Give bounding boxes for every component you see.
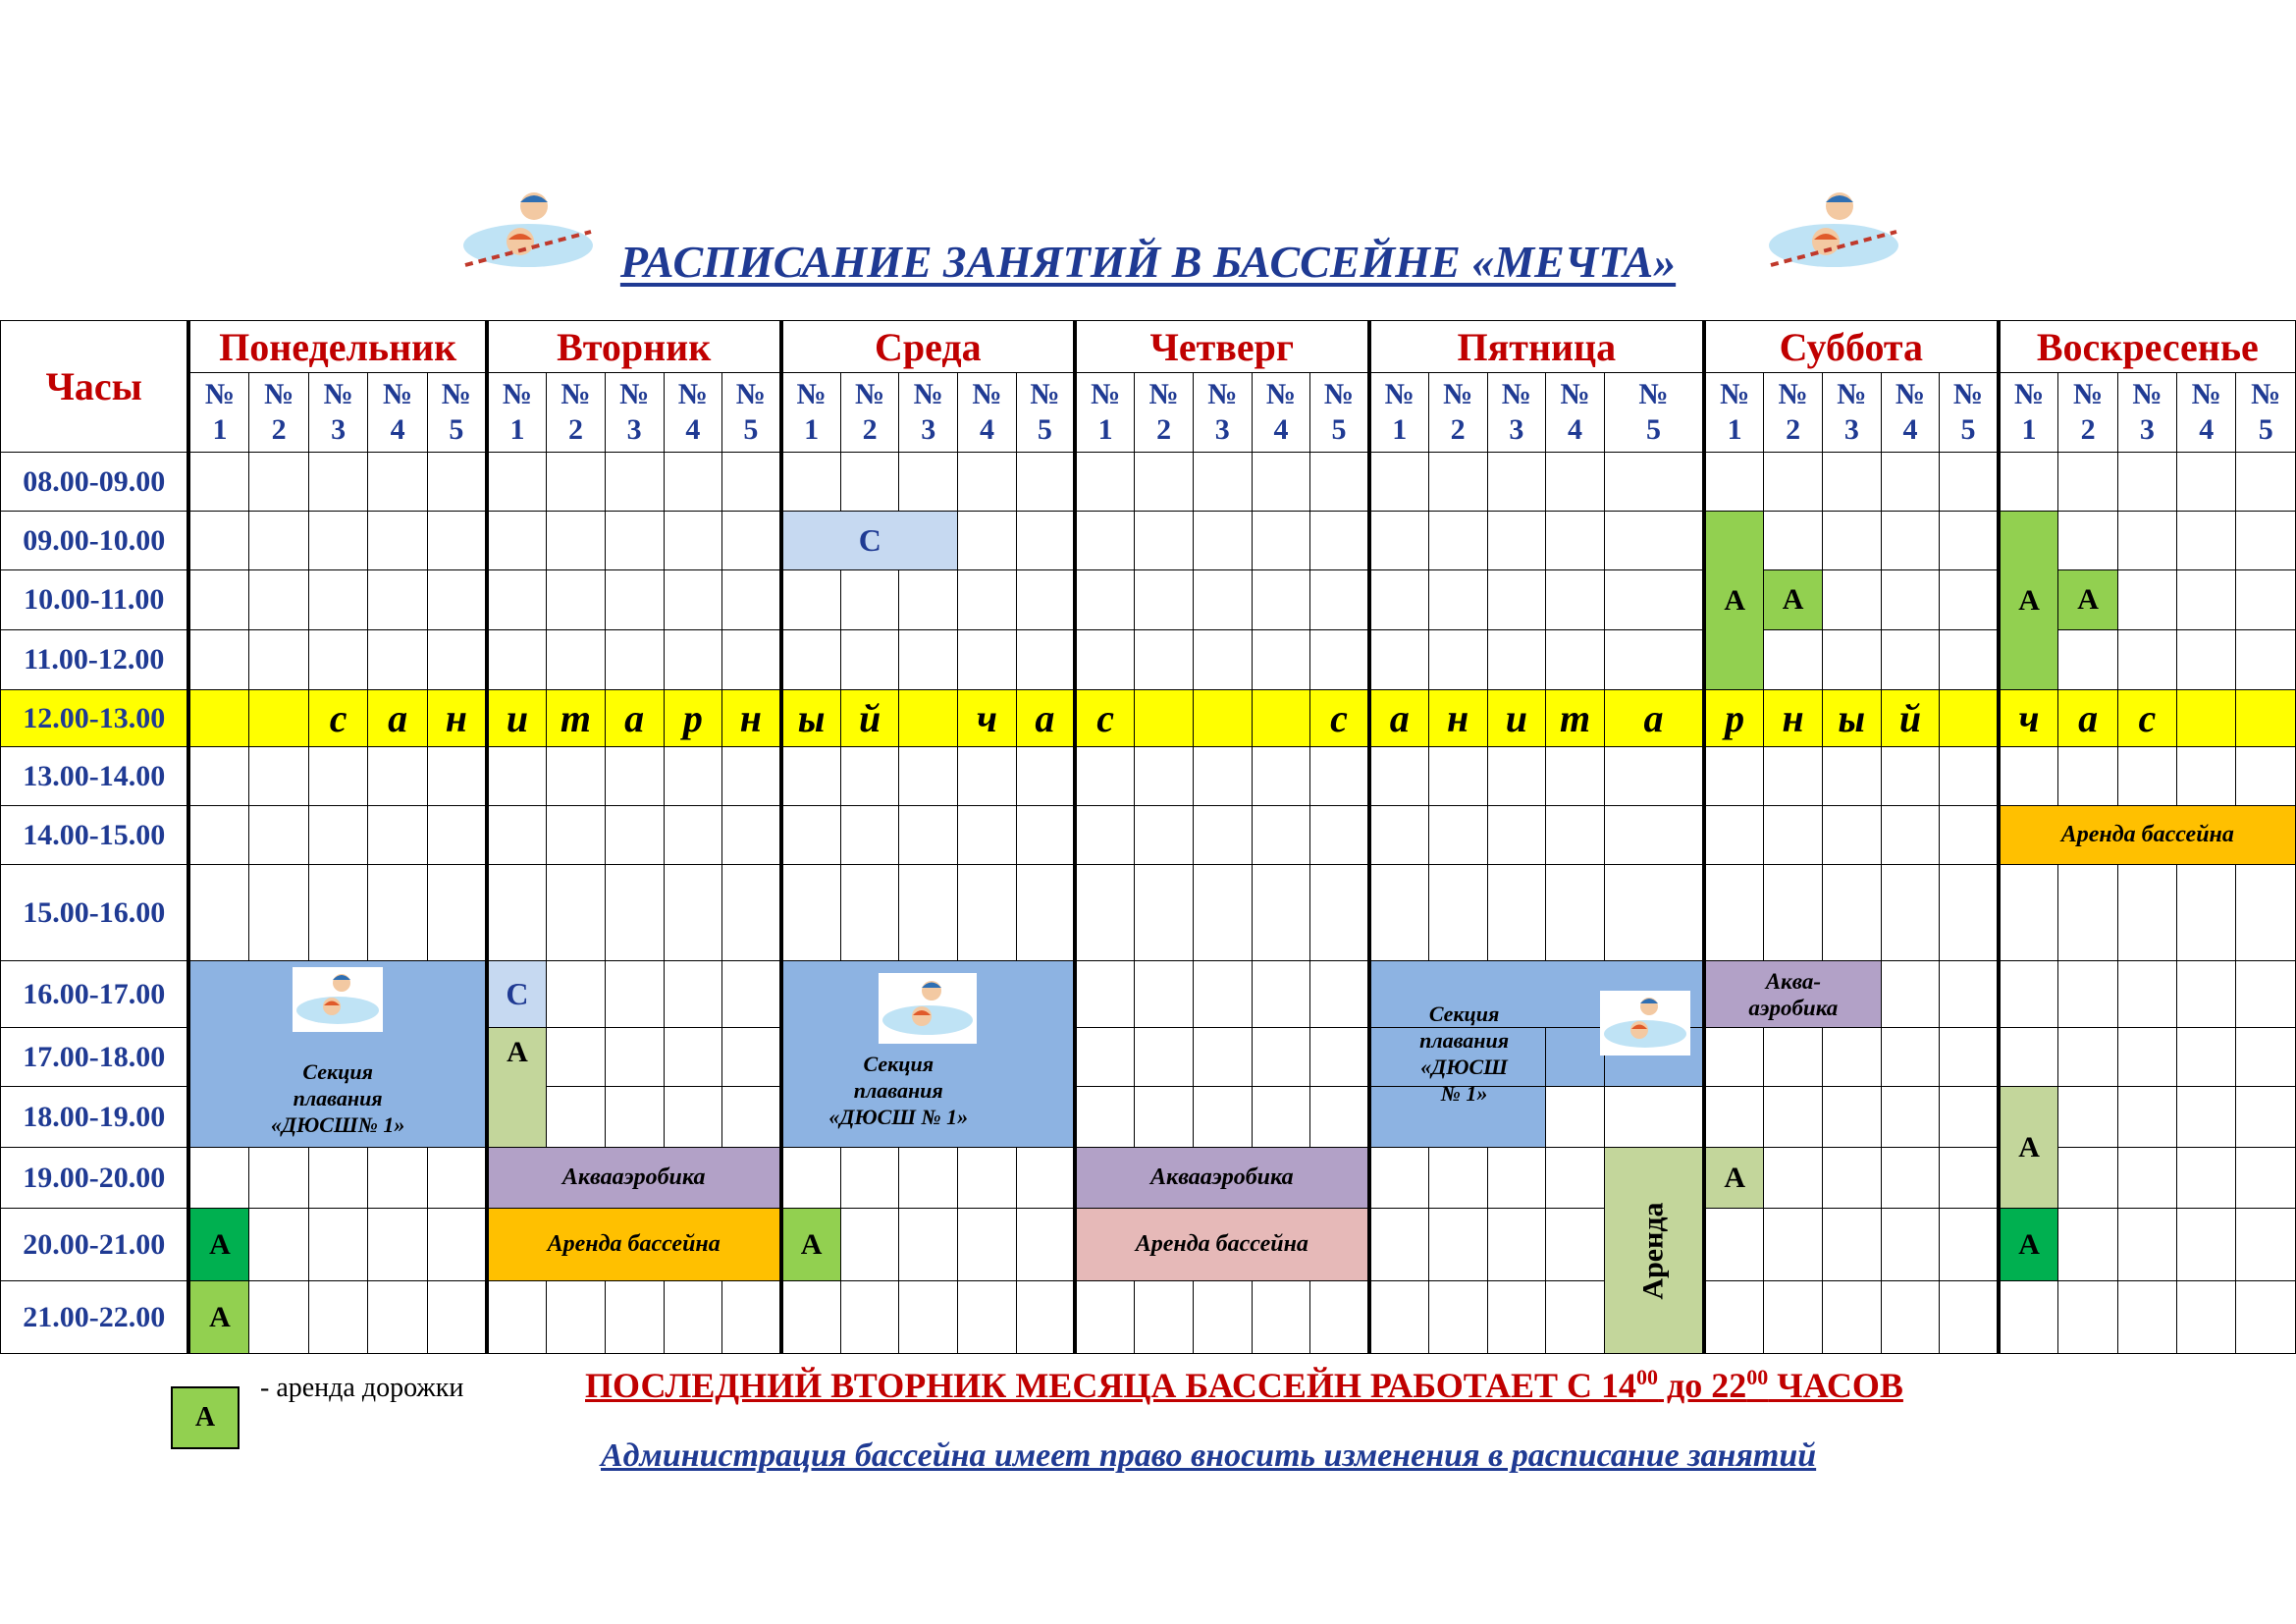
- time-label: 12.00-13.00: [1, 690, 189, 747]
- sanitary-letter: ч: [958, 690, 1017, 747]
- lane-header: № 1: [487, 373, 547, 453]
- time-row: [1, 570, 2296, 630]
- sanitary-letter: [1135, 690, 1194, 747]
- sanitary-letter: ы: [1822, 690, 1881, 747]
- sanitary-letter: ч: [1999, 690, 2058, 747]
- time-label: 14.00-15.00: [1, 806, 189, 865]
- sanitary-letter: [899, 690, 958, 747]
- day-monday: Понедельник: [188, 321, 486, 373]
- swimmer-icon: [879, 973, 977, 1044]
- sanitary-letter: с: [308, 690, 367, 747]
- lane-header: № 2: [249, 373, 308, 453]
- time-row: [1, 1281, 2296, 1354]
- lane-header: № 2: [1764, 373, 1823, 453]
- lane-rent-cell: А: [188, 1209, 248, 1281]
- legend-lane-rent-text: - аренда дорожки: [260, 1373, 464, 1403]
- sanitary-letter: н: [427, 690, 487, 747]
- admin-note: Администрация бассейна имеет право вносить изменения в расписание занятий: [601, 1437, 1817, 1474]
- lane-rent-cell: А: [2058, 570, 2117, 630]
- lane-header: № 4: [664, 373, 722, 453]
- time-label: 19.00-20.00: [1, 1148, 189, 1209]
- time-label: 08.00-09.00: [1, 453, 189, 512]
- sanitary-letter: [2236, 690, 2296, 747]
- time-label: 16.00-17.00: [1, 961, 189, 1028]
- days-header-row: [1, 321, 2296, 373]
- lane-header: № 1: [1075, 373, 1135, 453]
- event-c-lesson: С: [487, 961, 547, 1028]
- legend-lane-rent-swatch: А: [171, 1386, 240, 1449]
- lane-header: № 4: [1546, 373, 1605, 453]
- event-swim-section: [781, 961, 1076, 1148]
- lane-header: № 3: [1193, 373, 1252, 453]
- lane-header: № 3: [1822, 373, 1881, 453]
- time-label: 21.00-22.00: [1, 1281, 189, 1354]
- sanitary-hour-row: [1, 690, 2296, 747]
- lane-header: № 1: [1704, 373, 1764, 453]
- lane-header: № 4: [958, 373, 1017, 453]
- swimmer-icon: [1765, 185, 1902, 283]
- lane-header: № 5: [1016, 373, 1075, 453]
- sanitary-letter: [249, 690, 308, 747]
- lane-header: № 3: [1487, 373, 1546, 453]
- time-row: [1, 1148, 2296, 1209]
- time-label: 09.00-10.00: [1, 512, 189, 570]
- event-c-lesson: С: [781, 512, 958, 570]
- lane-rent-cell: А: [1764, 570, 1823, 630]
- sanitary-letter: и: [1487, 690, 1546, 747]
- lane-header: № 5: [722, 373, 781, 453]
- day-saturday: Суббота: [1704, 321, 1999, 373]
- event-aqua-aerobics: Аква- аэробика: [1704, 961, 1881, 1028]
- lane-header: № 2: [547, 373, 606, 453]
- sanitary-letter: [1940, 690, 1999, 747]
- lane-header: № 2: [1135, 373, 1194, 453]
- sanitary-letter: р: [1704, 690, 1764, 747]
- lane-header: № 4: [1252, 373, 1310, 453]
- event-swim-section: [1369, 961, 1704, 1106]
- lane-rent-cell: А: [781, 1209, 841, 1281]
- sanitary-letter: [188, 690, 248, 747]
- lane-rent-block: А: [1999, 1087, 2058, 1209]
- lane-header: № 1: [1999, 373, 2058, 453]
- lane-rent-cell: А: [1704, 1148, 1764, 1209]
- swimmer-icon: [459, 185, 597, 283]
- sanitary-letter: н: [1764, 690, 1823, 747]
- sanitary-letter: с: [2117, 690, 2176, 747]
- day-thursday: Четверг: [1075, 321, 1369, 373]
- lane-header: № 4: [368, 373, 427, 453]
- lane-header: № 2: [2058, 373, 2117, 453]
- lane-header: № 5: [2236, 373, 2296, 453]
- sanitary-letter: с: [1075, 690, 1135, 747]
- lane-rent-block: А: [1999, 512, 2058, 690]
- time-row: [1, 1209, 2296, 1281]
- sanitary-letter: и: [487, 690, 547, 747]
- section-label: Секция плавания «ДЮСШ № 1»: [1419, 1001, 1510, 1106]
- day-friday: Пятница: [1369, 321, 1704, 373]
- page-title: РАСПИСАНИЕ ЗАНЯТИЙ В БАССЕЙНЕ «МЕЧТА»: [619, 237, 1677, 287]
- event-aqua-aerobics: Аквааэробика: [1075, 1148, 1369, 1209]
- sanitary-letter: [1252, 690, 1310, 747]
- sanitary-letter: а: [1604, 690, 1704, 747]
- lane-header: № 5: [1604, 373, 1704, 453]
- sanitary-letter: а: [605, 690, 664, 747]
- swimmer-icon: [1600, 991, 1690, 1056]
- sanitary-letter: [1193, 690, 1252, 747]
- section-label: Секция плавания «ДЮСШ № 1»: [828, 1052, 969, 1129]
- event-swim-section: [188, 961, 486, 1148]
- time-label: 13.00-14.00: [1, 747, 189, 806]
- sanitary-letter: а: [1016, 690, 1075, 747]
- time-row: [1, 865, 2296, 961]
- lane-header: № 2: [840, 373, 899, 453]
- time-label: 11.00-12.00: [1, 630, 189, 690]
- sanitary-letter: н: [722, 690, 781, 747]
- swimmer-icon: [293, 967, 383, 1032]
- lane-header: № 3: [899, 373, 958, 453]
- sanitary-letter: а: [2058, 690, 2117, 747]
- lane-header: № 4: [1881, 373, 1940, 453]
- day-tuesday: Вторник: [487, 321, 781, 373]
- event-aqua-aerobics: Аквааэробика: [487, 1148, 781, 1209]
- time-row: [1, 630, 2296, 690]
- hours-header: Часы: [1, 321, 189, 453]
- sanitary-letter: ы: [781, 690, 841, 747]
- time-row: [1, 806, 2296, 865]
- tuesday-notice: ПОСЛЕДНИЙ ВТОРНИК МЕСЯЦА БАССЕЙН РАБОТАЕТ С $14^{00}$ до $22^{00}$ ЧАСОВ: [585, 1365, 1903, 1405]
- event-rent-vertical: Аренда: [1604, 1148, 1704, 1354]
- sanitary-letter: н: [1428, 690, 1487, 747]
- sanitary-letter: с: [1310, 690, 1369, 747]
- sanitary-letter: т: [547, 690, 606, 747]
- event-pool-rent: Аренда бассейна: [487, 1209, 781, 1281]
- sanitary-letter: й: [840, 690, 899, 747]
- lane-header: № 1: [188, 373, 248, 453]
- schedule-table: [0, 320, 2296, 1354]
- section-label: Секция плавания «ДЮСШ№ 1»: [270, 1059, 405, 1137]
- lane-header: № 3: [308, 373, 367, 453]
- lane-rent-cell: А: [1999, 1209, 2058, 1281]
- lane-header: № 5: [427, 373, 487, 453]
- sanitary-letter: р: [664, 690, 722, 747]
- time-row: [1, 747, 2296, 806]
- day-sunday: Воскресенье: [1999, 321, 2296, 373]
- sanitary-letter: а: [1369, 690, 1429, 747]
- day-wednesday: Среда: [781, 321, 1076, 373]
- time-label: 18.00-19.00: [1, 1087, 189, 1148]
- event-pool-rent: Аренда бассейна: [1075, 1209, 1369, 1281]
- sanitary-letter: а: [368, 690, 427, 747]
- lane-header: № 2: [1428, 373, 1487, 453]
- time-label: 17.00-18.00: [1, 1028, 189, 1087]
- sanitary-letter: т: [1546, 690, 1605, 747]
- lane-rent-block: А: [1704, 512, 1764, 690]
- sanitary-letter: й: [1881, 690, 1940, 747]
- time-label: 20.00-21.00: [1, 1209, 189, 1281]
- lane-header: № 5: [1310, 373, 1369, 453]
- lane-header: № 1: [781, 373, 841, 453]
- event-pool-rent: Аренда бассейна: [1999, 806, 2296, 865]
- sanitary-letter: [2177, 690, 2236, 747]
- lane-header: № 4: [2177, 373, 2236, 453]
- time-label: 15.00-16.00: [1, 865, 189, 961]
- lane-rent-cell: А: [188, 1281, 248, 1354]
- lane-header: № 1: [1369, 373, 1429, 453]
- lane-header: № 5: [1940, 373, 1999, 453]
- time-row: [1, 961, 2296, 1028]
- lane-header: № 3: [2117, 373, 2176, 453]
- lane-header: № 3: [605, 373, 664, 453]
- time-row: [1, 453, 2296, 512]
- time-row: [1, 512, 2296, 570]
- time-label: 10.00-11.00: [1, 570, 189, 630]
- lanes-header-row: [1, 373, 2296, 453]
- lane-rent-block: А: [487, 1028, 547, 1148]
